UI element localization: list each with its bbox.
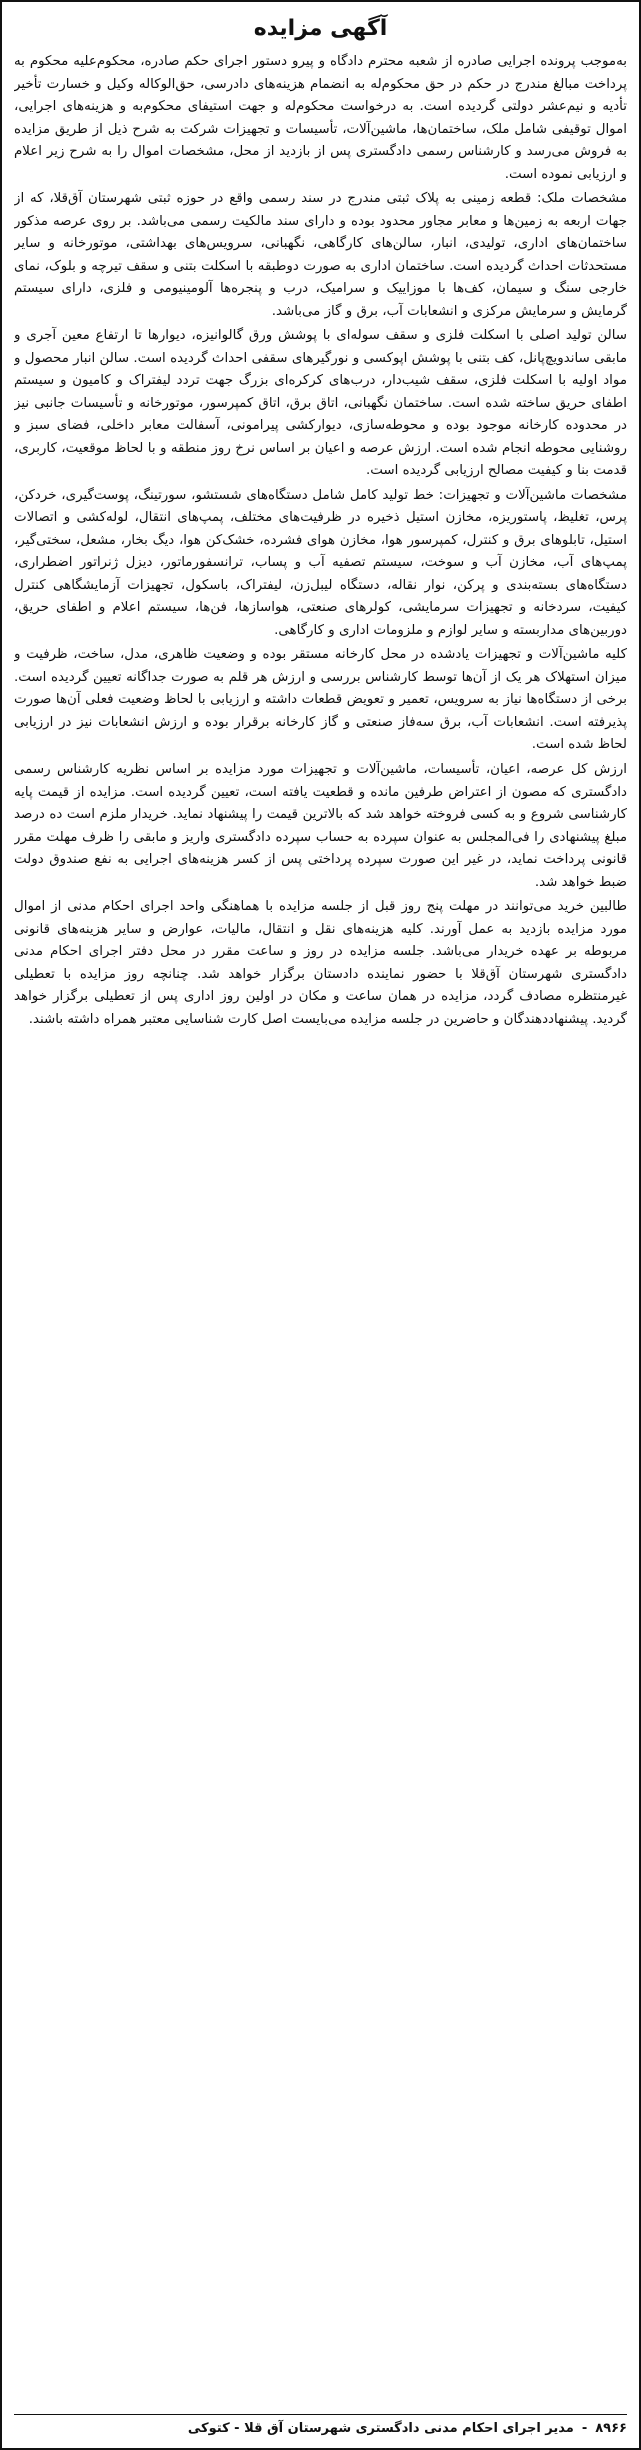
- notice-footer: [14, 2414, 627, 2436]
- notice-body: [14, 51, 627, 2408]
- notice-paragraph: طالبین خرید می‌توانند در مهلت پنج روز قبل از جلسه مزایده با هماهنگی واحد اجرای احکام مدنی از اموال مورد مزایده بازدید به عمل آورند. کلیه هزینه‌های نقل و انتقال، مالیات، عوارض و سایر هزینه‌های قانونی مربوطه بر عهده خریدار می‌باشد. جلسه مزایده در روز و ساعت مقرر در محل دفتر اجرای احکام مدنی دادگستری شهرستان آق‌قلا با حضور نماینده دادستان برگزار خواهد شد. چنانچه روز مزایده با تعطیلی غیرمنتظره مصادف گردد، مزایده در همان ساعت و مکان در اولین روز اداری پس از تعطیلی برگزار خواهد گردید. پیشنهاددهندگان و حاضرین در جلسه مزایده می‌بایست اصل کارت شناسایی معتبر همراه داشته باشند.: [14, 899, 627, 1027]
- notice-paragraph: مشخصات ماشین‌آلات و تجهیزات: خط تولید کامل شامل دستگاه‌های شستشو، سورتینگ، پوست‌گیری، خردکن، پرس، تغلیظ، پاستوریزه، مخازن استیل ذخیره در ظرفیت‌های مختلف، پمپ‌های انتقال، لوله‌کشی و اتصالات استیل، تابلوهای برق و کنترل، کمپرسور هوا، مخازن هوای فشرده، خشک‌کن هوا، دیگ بخار، مشعل، سختی‌گیر، پمپ‌های آب، مخازن آب و سوخت، سیستم تصفیه آب و پساب، ترانسفورماتور، دیزل ژنراتور اضطراری، دستگاه‌های بسته‌بندی و پرکن، نوار نقاله، دستگاه لیبل‌زن، لیفتراک، باسکول، تجهیزات آزمایشگاهی کنترل کیفیت، سردخانه و تجهیزات سرمایشی، کولرهای صنعتی، هواسازها، فن‌ها، سیستم اعلام و اطفای حریق، دوربین‌های مداربسته و سایر لوازم و ملزومات اداری و کارگاهی.: [14, 487, 627, 638]
- notice-paragraph: به‌موجب پرونده اجرایی صادره از شعبه محترم دادگاه و پیرو دستور اجرای حکم صادره، محکوم‌علیه محکوم به پرداخت مبالغ مندرج در حکم در حق محکوم‌له به انضمام هزینه‌های دادرسی، حق‌الوکاله وکیل و خسارت تأخیر تأدیه و نیم‌عشر دولتی گردیده است. به درخواست محکوم‌له و جهت استیفای محکوم‌به و هزینه‌های اجرایی، اموال توقیفی شامل ملک، ساختمان‌ها، ماشین‌آلات، تأسیسات و تجهیزات شرکت به شرح ذیل از طریق مزایده به فروش می‌رسد و کارشناس رسمی دادگستری پس از بازدید از محل، مشخصات اموال را به شرح زیر اعلام و ارزیابی نموده است.: [14, 54, 627, 182]
- notice-title: آگهی مزایده: [253, 16, 388, 41]
- notice-paragraph: کلیه ماشین‌آلات و تجهیزات یادشده در محل کارخانه مستقر بوده و وضعیت ظاهری، مدل، ساخت، ظرفیت و میزان استهلاک هر یک از آن‌ها توسط کارشناس بررسی و ارزش هر قلم به صورت جداگانه تعیین گردیده است. برخی از دستگاه‌ها نیاز به سرویس، تعمیر و تعویض قطعات داشته و ارزیابی با لحاظ وضعیت فعلی آن‌ها صورت پذیرفته است. انشعابات آب، برق سه‌فاز صنعتی و گاز کارخانه برقرار بوده و ارزش انشعابات نیز در ارزیابی لحاظ شده است.: [14, 647, 627, 753]
- notice-paragraph: مشخصات ملک: قطعه زمینی به پلاک ثبتی مندرج در سند رسمی واقع در حوزه ثبتی شهرستان آق‌قلا، که از جهات اربعه به زمین‌ها و معابر مجاور محدود بوده و دارای سند مالکیت رسمی می‌باشد. بر روی عرصه مذکور ساختمان‌های اداری، تولیدی، انبار، سالن‌های کارگاهی، نگهبانی، سرویس‌های بهداشتی، موتورخانه و سایر مستحدثات احداث گردیده است. ساختمان اداری به صورت دوطبقه با اسکلت بتنی و سقف تیرچه و بلوک، نمای خارجی سنگ و سیمان، کف‌ها با موزاییک و سرامیک، درب و پنجره‌ها آلومینیومی و فلزی، دارای سیستم گرمایش و سرمایش مرکزی و انشعابات آب، برق و گاز می‌باشد.: [14, 191, 627, 319]
- footer-separator: -: [581, 2421, 588, 2436]
- notice-paragraph: سالن تولید اصلی با اسکلت فلزی و سقف سوله‌ای با پوشش ورق گالوانیزه، دیوارها تا ارتفاع معین آجری و مابقی ساندویچ‌پانل، کف بتنی با پوشش اپوکسی و نورگیرهای سقفی احداث گردیده است. سالن انبار محصول و مواد اولیه با اسکلت فلزی، سقف شیب‌دار، درب‌های کرکره‌ای بزرگ جهت تردد لیفتراک و کامیون و سیستم اطفای حریق ساخته شده است. ساختمان نگهبانی، اتاق برق، اتاق کمپرسور، موتورخانه و تأسیسات جانبی نیز در محدوده کارخانه موجود بوده و محوطه‌سازی، دیوارکشی پیرامونی، آسفالت معابر داخلی، فضای سبز و روشنایی محوطه انجام شده است. ارزش عرصه و اعیان بر اساس نرخ روز منطقه و با لحاظ موقعیت، کاربری، قدمت بنا و کیفیت مصالح ارزیابی گردیده است.: [14, 328, 627, 479]
- reference-number: ۸۹۶۶: [595, 2421, 627, 2436]
- notice-paragraph: ارزش کل عرصه، اعیان، تأسیسات، ماشین‌آلات و تجهیزات مورد مزایده بر اساس نظریه کارشناس رسمی دادگستری که مصون از اعتراض طرفین مانده و قطعیت یافته است، تعیین گردیده است. مزایده از قیمت پایه کارشناسی شروع و به کسی فروخته خواهد شد که بالاترین قیمت را پیشنهاد نماید. خریدار ملزم است ده درصد مبلغ پیشنهادی را فی‌المجلس به عنوان سپرده به حساب سپرده دادگستری واریز و مابقی را ظرف مهلت مقرر قانونی پرداخت نماید، در غیر این صورت سپرده پرداختی پس از کسر هزینه‌های اجرایی به نفع صندوق دولت ضبط خواهد شد.: [14, 761, 627, 890]
- issuer-signature: مدیر اجرای احکام مدنی دادگستری شهرستان آق قلا - کتوکی: [187, 2421, 574, 2436]
